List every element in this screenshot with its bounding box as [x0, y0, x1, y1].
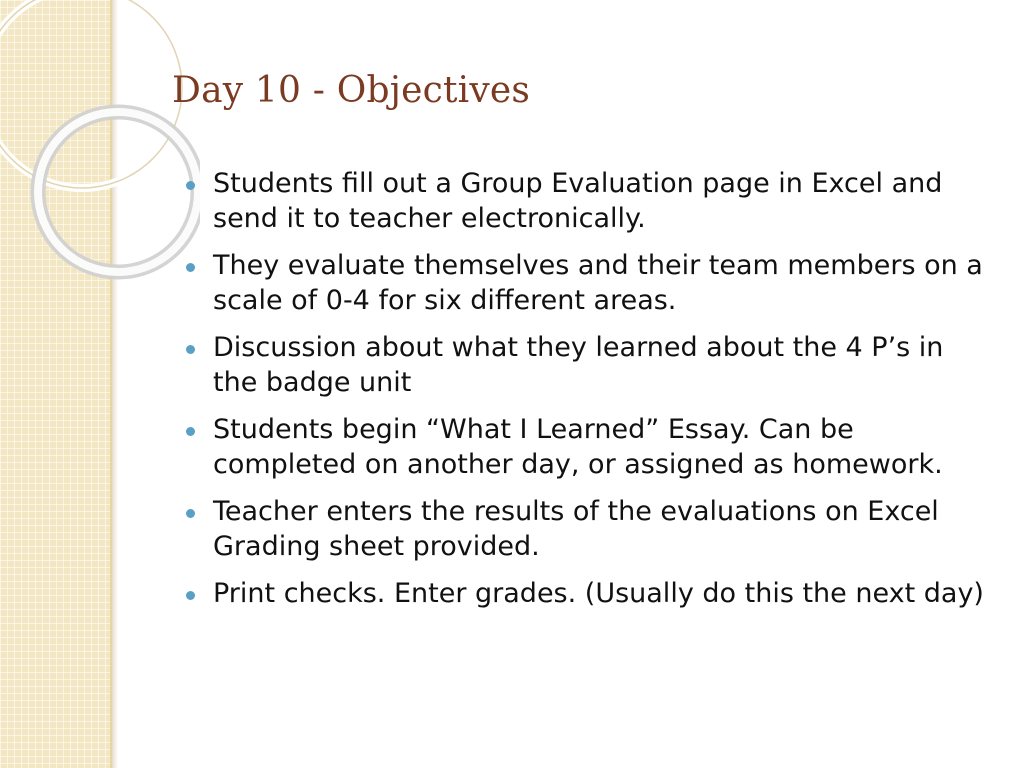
bullet-dot-icon	[186, 591, 195, 600]
bullet-dot-icon	[186, 263, 195, 272]
bullet-dot-icon	[186, 509, 195, 518]
bullet-dot-icon	[186, 345, 195, 354]
list-item	[186, 166, 986, 236]
slide-title: Day 10 - Objectives	[172, 70, 531, 111]
list-item-text: Students fill out a Group Evaluation page in Excel and send it to teacher electronically.	[213, 168, 943, 234]
list-item-text: Print checks. Enter grades. (Usually do this the next day)	[213, 578, 984, 609]
list-item-text: Teacher enters the results of the evaluations on Excel Grading sheet provided.	[213, 496, 939, 562]
list-item	[186, 248, 986, 318]
list-item-text: Students begin “What I Learned” Essay. Can be completed on another day, or assigned as homework.	[213, 414, 943, 480]
objectives-list	[186, 166, 986, 623]
bullet-dot-icon	[186, 181, 195, 190]
bullet-dot-icon	[186, 427, 195, 436]
list-item	[186, 494, 986, 564]
decorative-circles	[0, 0, 200, 330]
list-item	[186, 412, 986, 482]
list-item-text: Discussion about what they learned about the 4 P’s in the badge unit	[213, 332, 944, 398]
list-item-text: They evaluate themselves and their team members on a scale of 0-4 for six different areas.	[213, 250, 983, 316]
list-item	[186, 576, 986, 611]
list-item	[186, 330, 986, 400]
